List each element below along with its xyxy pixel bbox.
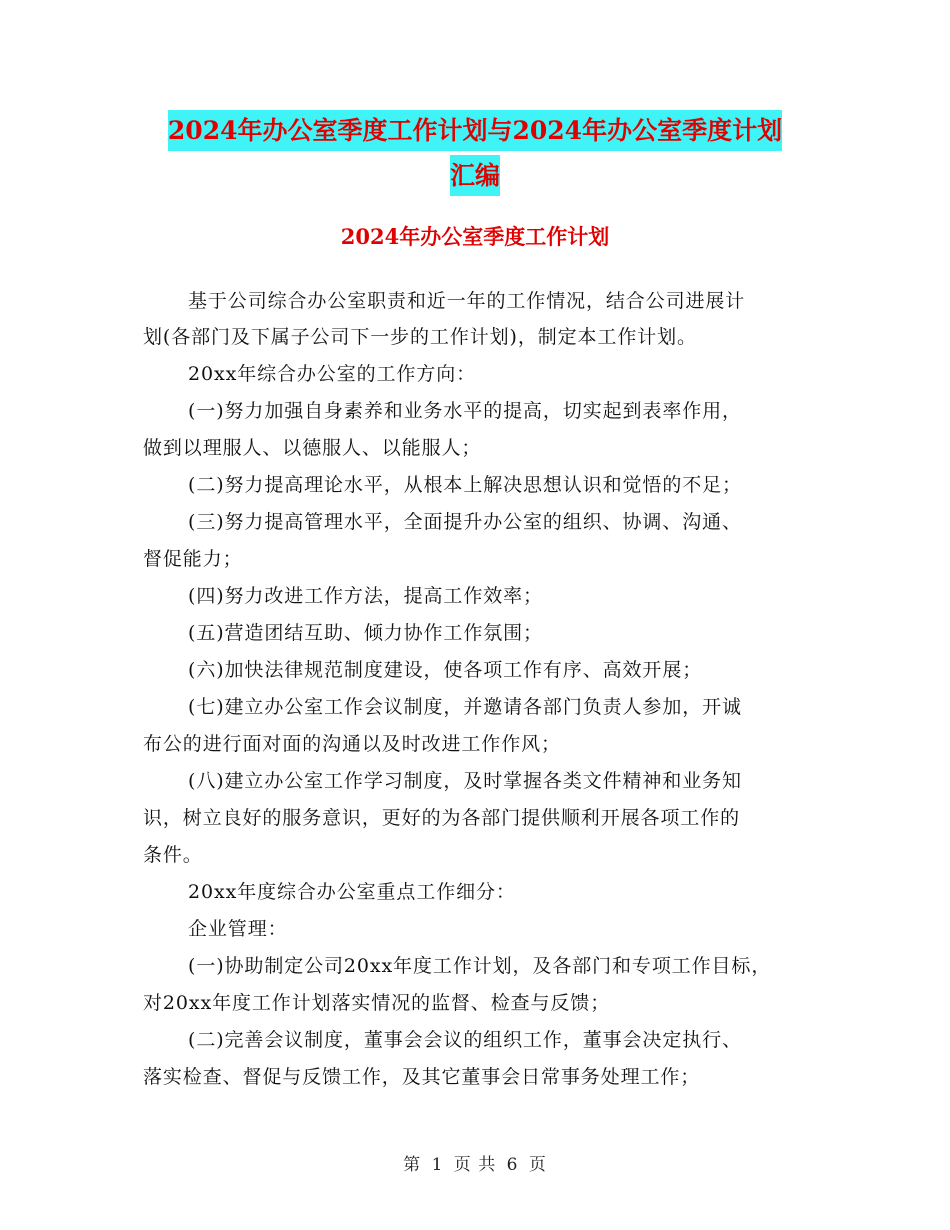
- paragraph-line: (一)协助制定公司20xx年度工作计划，及各部门和专项工作目标，: [188, 955, 772, 977]
- paragraph-line: 条件。: [143, 844, 203, 866]
- page-footer: [0, 1155, 950, 1175]
- paragraph-line: 识，树立良好的服务意识，更好的为各部门提供顺利开展各项工作的: [143, 807, 741, 829]
- paragraph-line: 督促能力；: [143, 548, 243, 570]
- document-title-line-2: [0, 163, 950, 188]
- paragraph-line: (四)努力改进工作方法，提高工作效率；: [188, 585, 543, 607]
- footer-middle: 页 共: [453, 1155, 497, 1175]
- paragraph-line: 落实检查、督促与反馈工作，及其它董事会日常事务处理工作；: [143, 1066, 701, 1088]
- footer-prefix: 第: [403, 1155, 422, 1175]
- document-title-line-1: [0, 118, 950, 143]
- paragraph-line: 划(各部门及下属子公司下一步的工作计划)，制定本工作计划。: [143, 326, 697, 348]
- paragraph-line: 20xx年度综合办公室重点工作细分：: [188, 881, 516, 903]
- paragraph-line: 20xx年综合办公室的工作方向：: [188, 363, 477, 385]
- paragraph-line: 基于公司综合办公室职责和近一年的工作情况，结合公司进展计: [188, 290, 746, 312]
- paragraph-line: (二)完善会议制度，董事会会议的组织工作，董事会决定执行、: [188, 1029, 742, 1051]
- section-title: 2024年办公室季度工作计划: [340, 224, 610, 249]
- paragraph-line: 布公的进行面对面的沟通以及时改进工作作风；: [143, 733, 561, 755]
- paragraph-line: 企业管理：: [188, 918, 288, 940]
- paragraph-line: (八)建立办公室工作学习制度，及时掌握各类文件精神和业务知: [188, 770, 742, 792]
- paragraph-line: 做到以理服人、以德服人、以能服人；: [143, 437, 482, 459]
- title-highlight-2: 汇编: [450, 155, 500, 196]
- paragraph-line: (一)努力加强自身素养和业务水平的提高，切实起到表率作用，: [188, 400, 742, 422]
- total-page-count: 6: [506, 1155, 519, 1175]
- current-page-number: 1: [431, 1155, 444, 1175]
- title-highlight-1: 2024年办公室季度工作计划与2024年办公室季度计划: [168, 110, 782, 151]
- paragraph-line: (七)建立办公室工作会议制度，并邀请各部门负责人参加，开诚: [188, 696, 742, 718]
- paragraph-line: (六)加快法律规范制度建设，使各项工作有序、高效开展；: [188, 659, 703, 681]
- paragraph-line: 对20xx年度工作计划落实情况的监督、检查与反馈；: [143, 992, 611, 1014]
- footer-suffix: 页: [528, 1155, 547, 1175]
- paragraph-line: (二)努力提高理论水平，从根本上解决思想认识和觉悟的不足；: [188, 474, 742, 496]
- paragraph-line: (五)营造团结互助、倾力协作工作氛围；: [188, 622, 543, 644]
- paragraph-line: (三)努力提高管理水平，全面提升办公室的组织、协调、沟通、: [188, 511, 742, 533]
